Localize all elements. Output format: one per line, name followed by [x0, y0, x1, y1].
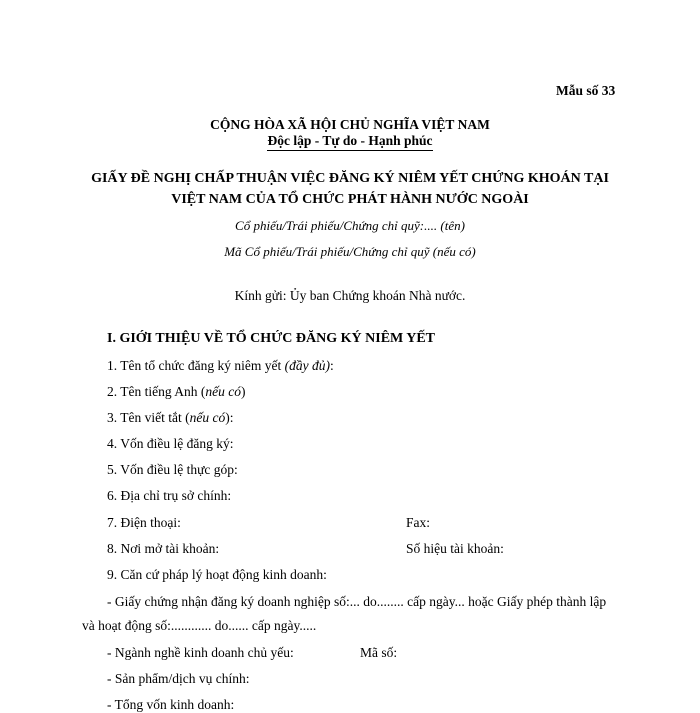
item-3-close: ):	[225, 410, 234, 425]
item-9-capital: - Tổng vốn kinh doanh:	[107, 697, 235, 712]
item-8-account-number: Số hiệu tài khoản:	[406, 541, 504, 556]
section-heading: I. GIỚI THIỆU VỀ TỔ CHỨC ĐĂNG KÝ NIÊM YẾT	[107, 331, 436, 346]
item-5: 5. Vốn điều lệ thực góp:	[107, 462, 238, 477]
item-1-hint: (đầy đủ)	[284, 358, 331, 373]
item-8-bank: 8. Nơi mở tài khoản:	[107, 541, 220, 556]
item-9-business-lines: - Ngành nghề kinh doanh chủ yếu:	[107, 645, 294, 660]
form-title-line2: VIỆT NAM CỦA TỔ CHỨC PHÁT HÀNH NƯỚC NGOÀI	[171, 192, 529, 207]
item-7-fax: Fax:	[406, 515, 431, 530]
item-3	[107, 410, 233, 426]
item-6: 6. Địa chỉ trụ sở chính:	[107, 488, 232, 503]
country-header: CỘNG HÒA XÃ HỘI CHỦ NGHĨA VIỆT NAM	[210, 117, 490, 132]
security-name-hint: (tên)	[440, 218, 465, 233]
item-7-phone: 7. Điện thoại:	[107, 515, 181, 530]
motto-underline	[267, 150, 433, 151]
item-2-label: 2. Tên tiếng Anh (	[107, 384, 206, 399]
item-2-hint: nếu có	[205, 384, 241, 399]
item-9: 9. Căn cứ pháp lý hoạt động kinh doanh:	[107, 567, 327, 582]
item-4: 4. Vốn điều lệ đăng ký:	[107, 436, 234, 451]
form-title-line1: GIẤY ĐỀ NGHỊ CHẤP THUẬN VIỆC ĐĂNG KÝ NIÊM YẾT CHỨNG KHOÁN TẠI	[91, 171, 609, 186]
motto: Độc lập - Tự do - Hạnh phúc	[267, 133, 433, 148]
item-1	[107, 358, 334, 374]
security-code-line: Mã Cổ phiếu/Trái phiếu/Chứng chỉ quỹ (nếu có)	[224, 244, 476, 259]
item-9-license-line2: và hoạt động số:............ do...... cấp ngày.....	[82, 618, 317, 633]
item-2	[107, 384, 245, 400]
item-9-products: - Sản phẩm/dịch vụ chính:	[107, 671, 250, 686]
item-9-business-code: Mã số:	[360, 645, 398, 660]
item-1-colon: :	[330, 358, 334, 373]
security-name-label: Cổ phiếu/Trái phiếu/Chứng chỉ quỹ:....	[235, 218, 441, 233]
addressee: Kính gửi: Ủy ban Chứng khoán Nhà nước.	[234, 288, 466, 303]
item-9-license-line1: - Giấy chứng nhận đăng ký doanh nghiệp số:... do........ cấp ngày... hoặc Giấy phép thành lập	[107, 594, 607, 609]
item-2-close: )	[240, 384, 246, 399]
form-number: Mẫu số 33	[556, 83, 616, 98]
item-1-label: 1. Tên tổ chức đăng ký niêm yết	[107, 358, 285, 373]
security-name-line	[0, 218, 700, 234]
item-3-label: 3. Tên viết tắt (	[107, 410, 190, 425]
item-3-hint: nếu có	[189, 410, 226, 425]
